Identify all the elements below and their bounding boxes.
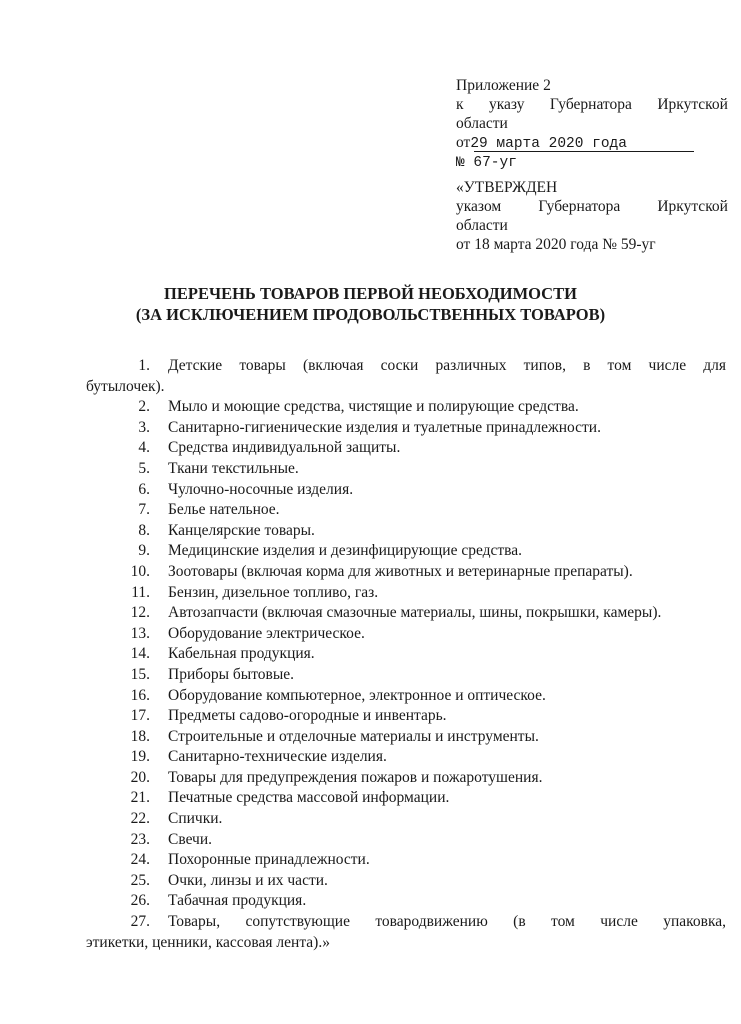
- item-number: 12.: [130, 604, 150, 622]
- item-text: Зоотовары (включая корма для животных и ветеринарные препараты).: [168, 562, 633, 580]
- original-decree-date: от 18 марта 2020 года № 59-уг: [456, 236, 656, 253]
- appendix-header: [456, 76, 728, 254]
- list-item-continuation: [0, 933, 741, 954]
- item-number: 2.: [138, 398, 150, 416]
- item-number: 9.: [138, 542, 150, 560]
- decree-word: указу: [488, 96, 525, 113]
- list-item-continuation: [0, 377, 741, 398]
- item-text: Очки, линзы и их части.: [168, 871, 328, 889]
- item-number: 19.: [130, 748, 150, 766]
- item-text: Бензин, дизельное топливо, газ.: [168, 583, 379, 601]
- item-number: 15.: [130, 665, 150, 683]
- decree-number: № 67-уг: [456, 155, 517, 171]
- item-text: Санитарно-технические изделия.: [168, 748, 387, 766]
- date-prefix: от: [456, 134, 471, 151]
- item-text: Чулочно-носочные изделия.: [168, 480, 354, 498]
- item-text: Табачная продукция.: [168, 892, 307, 910]
- list-item: [0, 706, 741, 727]
- decree-word: Иркутской: [657, 198, 728, 215]
- item-text: Ткани текстильные.: [168, 459, 299, 477]
- list-item: [0, 850, 741, 871]
- list-item: [0, 562, 741, 583]
- document-title: [0, 283, 741, 325]
- item-text: Оборудование электрическое.: [168, 624, 365, 642]
- item-text: Товары для предупреждения пожаров и пожаротушения.: [168, 768, 543, 786]
- list-item: [0, 459, 741, 480]
- item-text: Санитарно-гигиенические изделия и туалетные принадлежности.: [168, 418, 601, 436]
- item-text: Детские товары (включая соски различных типов, в том числе для: [168, 357, 726, 374]
- list-item: [0, 356, 741, 377]
- item-text-continuation: этикетки, ценники, кассовая лента).»: [86, 933, 330, 951]
- list-item: [0, 727, 741, 748]
- decree-word: к: [456, 96, 464, 113]
- item-text: Приборы бытовые.: [168, 665, 295, 683]
- item-text: Мыло и моющие средства, чистящие и полирующие средства.: [168, 398, 579, 416]
- item-number: 25.: [130, 871, 150, 889]
- list-item: [0, 830, 741, 851]
- list-item: [0, 912, 741, 933]
- item-text: Предметы садово-огородные и инвентарь.: [168, 707, 447, 725]
- item-number: 22.: [130, 810, 150, 828]
- list-item: [0, 665, 741, 686]
- list-item: [0, 438, 741, 459]
- appendix-label: Приложение 2: [456, 77, 551, 94]
- item-number: 27.: [130, 913, 150, 931]
- item-number: 20.: [130, 768, 150, 786]
- list-item: [0, 480, 741, 501]
- list-item: [0, 644, 741, 665]
- item-text: Спички.: [168, 810, 223, 828]
- item-text-continuation: бутылочек).: [86, 377, 165, 395]
- list-item: [0, 418, 741, 439]
- decree-word: Губернатора: [549, 96, 632, 113]
- item-text: Медицинские изделия и дезинфицирующие средства.: [168, 542, 523, 560]
- item-text: Товары, сопутствующие товародвижению (в том числе упаковка,: [168, 913, 726, 931]
- item-text: Белье нательное.: [168, 501, 280, 519]
- list-item: [0, 747, 741, 768]
- item-number: 23.: [130, 830, 150, 848]
- item-text: Похоронные принадлежности.: [168, 851, 370, 869]
- item-number: 24.: [130, 851, 150, 869]
- item-number: 11.: [131, 583, 150, 601]
- list-item: [0, 686, 741, 707]
- date-underline: [474, 151, 694, 152]
- approved-label: «УТВЕРЖДЕН: [456, 179, 558, 196]
- decree-word: указом: [456, 198, 502, 215]
- list-item: [0, 500, 741, 521]
- original-decree-region: области: [456, 217, 508, 234]
- item-number: 18.: [130, 727, 150, 745]
- list-item: [0, 891, 741, 912]
- item-number: 17.: [130, 707, 150, 725]
- item-text: Свечи.: [168, 830, 213, 848]
- item-text: Печатные средства массовой информации.: [168, 789, 450, 807]
- decree-word: Губернатора: [538, 198, 621, 215]
- list-item: [0, 809, 741, 830]
- item-number: 26.: [130, 892, 150, 910]
- decree-region: области: [456, 115, 508, 132]
- item-number: 10.: [130, 562, 150, 580]
- decree-word: Иркутской: [657, 96, 728, 113]
- item-number: 4.: [138, 439, 150, 457]
- item-number: 3.: [138, 418, 150, 436]
- item-number: 8.: [138, 521, 150, 539]
- item-number: 5.: [138, 459, 150, 477]
- title-line-1: ПЕРЕЧЕНЬ ТОВАРОВ ПЕРВОЙ НЕОБХОДИМОСТИ: [164, 284, 577, 303]
- item-text: Канцелярские товары.: [168, 521, 315, 539]
- goods-list: [0, 356, 741, 953]
- item-number: 6.: [138, 480, 150, 498]
- list-item: [0, 397, 741, 418]
- item-text: Строительные и отделочные материалы и инструменты.: [168, 727, 539, 745]
- item-number: 13.: [130, 624, 150, 642]
- item-number: 21.: [130, 789, 150, 807]
- item-text: Кабельная продукция.: [168, 645, 315, 663]
- list-item: [0, 541, 741, 562]
- list-item: [0, 583, 741, 604]
- item-text: Средства индивидуальной защиты.: [168, 439, 401, 457]
- item-number: 1.: [138, 357, 150, 374]
- item-number: 16.: [130, 686, 150, 704]
- decree-date-row: [456, 133, 694, 154]
- item-text: Автозапчасти (включая смазочные материалы, шины, покрышки, камеры).: [168, 604, 662, 622]
- decree-reference: [456, 95, 728, 114]
- item-number: 14.: [130, 645, 150, 663]
- list-item: [0, 768, 741, 789]
- list-item: [0, 603, 741, 624]
- original-decree-reference: [456, 197, 728, 216]
- list-item: [0, 521, 741, 542]
- item-number: 7.: [138, 501, 150, 519]
- title-line-2: (ЗА ИСКЛЮЧЕНИЕМ ПРОДОВОЛЬСТВЕННЫХ ТОВАРОВ): [135, 305, 606, 324]
- list-item: [0, 788, 741, 809]
- list-item: [0, 624, 741, 645]
- decree-date: 29 марта 2020 года: [470, 136, 627, 152]
- item-text: Оборудование компьютерное, электронное и оптическое.: [168, 686, 546, 704]
- list-item: [0, 871, 741, 892]
